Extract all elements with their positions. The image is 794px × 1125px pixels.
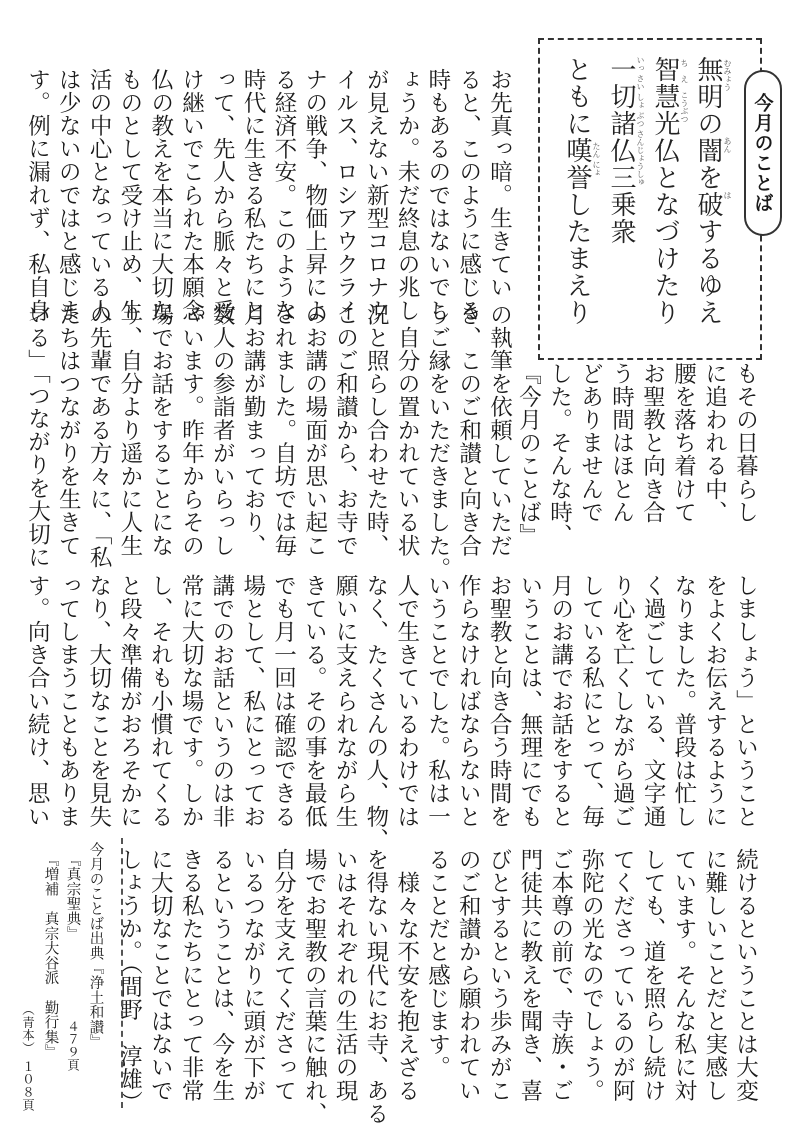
heading-badge bbox=[744, 70, 782, 236]
essay-line: うご縁をいただきました。 bbox=[424, 303, 451, 581]
source-title: 今月のことば出典『浄土和讃』 bbox=[87, 842, 104, 1050]
essay-line: 時代に生きる私たちにと bbox=[240, 68, 267, 323]
essay-line: いる」「つながりを大切に bbox=[24, 303, 51, 569]
verse-ruby: むみょう bbox=[723, 58, 732, 91]
essay-line: 況と照らし合わせた時、 bbox=[363, 303, 390, 558]
verse-line: 一切諸仏三乗衆 bbox=[606, 56, 636, 245]
essay-line: ゃいます。昨年からその bbox=[178, 303, 205, 558]
essay-line: 自分の置かれている状 bbox=[394, 303, 421, 558]
essay-line: を得ない現代にお寺、ある bbox=[362, 848, 389, 1125]
essay-line: 『今月のことば』 bbox=[515, 362, 542, 547]
essay-line: に難しいことだと実感し bbox=[701, 848, 728, 1103]
verse-ruby: たん にょ bbox=[592, 142, 601, 177]
essay-line: お先真っ暗。生きてい bbox=[486, 68, 513, 299]
essay-line: した。そんな時、 bbox=[546, 362, 573, 547]
essay-line: 活の中心となっている人 bbox=[86, 68, 113, 323]
essay-line: し、それも小慣れてくる bbox=[147, 574, 174, 829]
source-page-2: １０８頁 bbox=[20, 1060, 36, 1112]
essay-line: け継いでこられた本願念 bbox=[178, 68, 205, 323]
verse-line: ともに嘆誉したまえり bbox=[562, 56, 592, 326]
essay-line: す。向き合い続け、思い bbox=[24, 574, 51, 829]
essay-line: り心を亡くしながら過ご bbox=[609, 574, 636, 829]
essay-line: イルス、ロシアウクライ bbox=[332, 68, 359, 323]
essay-line: る経済不安。このような bbox=[270, 68, 297, 323]
essay-line: お聖教と向き合 bbox=[639, 362, 666, 524]
essay-line: たちはつながりを生きて bbox=[55, 303, 82, 558]
essay-line: のご和讃から願われてい bbox=[455, 848, 482, 1103]
essay-line: って、先人から脈々と受 bbox=[209, 68, 236, 323]
essay-line: 願いに支えられながら生 bbox=[332, 574, 359, 829]
heading-label: 今月のことば bbox=[751, 93, 774, 213]
essay-line: 様々な不安を抱えざる bbox=[393, 848, 420, 1103]
essay-line: をよくお伝えするように bbox=[701, 574, 728, 829]
essay-line: 仏の教えを本当に大切な bbox=[147, 68, 174, 323]
essay-line: ご本尊の前で、寺族・ご bbox=[547, 848, 574, 1103]
essay-line: 場でお話をすることにな bbox=[147, 303, 174, 558]
essay-line: と段々準備がおろそかに bbox=[116, 574, 143, 829]
essay-line: いうことは、無理にでも bbox=[516, 574, 543, 829]
essay-line: のお講の場面が思い起こ bbox=[301, 303, 328, 558]
essay-line: している私にとって、毎 bbox=[578, 574, 605, 829]
source-page: ４７９頁 bbox=[65, 1020, 81, 1072]
essay-line: いるつながりに頭が下が bbox=[239, 848, 266, 1103]
essay-line: 腰を落ち着けて bbox=[670, 362, 697, 524]
essay-line: が見えない新型コロナウ bbox=[363, 68, 390, 323]
essay-line: なく、たくさんの人、物、 bbox=[362, 574, 389, 852]
verse-ruby: あん bbox=[723, 137, 732, 153]
essay-line: ものとして受け止め、生 bbox=[116, 68, 143, 323]
essay-line: るということは、今を生 bbox=[208, 848, 235, 1103]
essay-line: く過ごしている、文字通 bbox=[640, 574, 667, 829]
essay-line: びとするという歩みがこ bbox=[486, 848, 513, 1103]
essay-line: 月のお講でお話をすると bbox=[547, 574, 574, 829]
essay-line: 月お講が勤まっており、 bbox=[240, 303, 267, 558]
source-ref-2: 『増補 真宗大谷派 勤行集』 bbox=[42, 852, 59, 1060]
source-note-label: （青本） bbox=[20, 1003, 36, 1055]
essay-line: でも月一回は確認できる bbox=[270, 574, 297, 829]
essay-line: されました。自坊では毎 bbox=[270, 303, 297, 558]
essay-line: の執筆を依頼していただ bbox=[486, 303, 513, 558]
verse-line: 無明の闇を破するゆえ bbox=[693, 56, 723, 326]
essay-line: なり、大切なことを見失 bbox=[85, 574, 112, 829]
essay-line: 門徒共に教えを聞き、喜 bbox=[516, 848, 543, 1103]
essay-line: ることだと感じます。 bbox=[424, 848, 451, 1079]
essay-line: なりました。普段は忙し bbox=[670, 574, 697, 829]
verse-line: 智慧光仏となづけたり bbox=[650, 56, 680, 326]
essay-line: もその日暮らし bbox=[732, 362, 759, 524]
essay-line: ています。そんな私に対 bbox=[670, 848, 697, 1103]
essay-line: 自分を支えてくださって bbox=[270, 848, 297, 1103]
verse-ruby: は bbox=[723, 191, 732, 199]
essay-line: の先輩である方々に、「私 bbox=[86, 303, 113, 569]
essay-line: す。例に漏れず、私自身 bbox=[24, 68, 51, 323]
source-divider bbox=[121, 838, 123, 1108]
essay-line: てくださっているのが阿 bbox=[609, 848, 636, 1103]
source-ref: 『真宗聖典』 bbox=[64, 852, 81, 941]
essay-line: う時間はほとん bbox=[608, 362, 635, 524]
essay-line: このご和讃から、お寺で bbox=[332, 303, 359, 558]
verse-ruby: ち え こうぶつ bbox=[680, 58, 689, 123]
essay-line: どありませんで bbox=[577, 362, 604, 524]
essay-line: ると、このように感じる bbox=[455, 68, 482, 323]
essay-line: 場として、私にとってお bbox=[239, 574, 266, 829]
essay-line: いうことでした。私は一 bbox=[424, 574, 451, 829]
essay-line: きている。その事を最低 bbox=[301, 574, 328, 829]
essay-line: に大切なことではないで bbox=[147, 848, 174, 1103]
essay-line: 場でお聖教の言葉に触れ、 bbox=[301, 848, 328, 1125]
essay-line: き、このご和讃と向き合 bbox=[455, 303, 482, 558]
essay-line: 人で生きているわけでは bbox=[393, 574, 420, 829]
essay-line: 常に大切な場です。しか bbox=[178, 574, 205, 829]
essay-line: しても、道を照らし続け bbox=[640, 848, 667, 1103]
essay-line: ょうか。未だ終息の兆し bbox=[394, 68, 421, 323]
essay-line: り、自分より遥かに人生 bbox=[116, 303, 143, 558]
essay-line: は少ないのではと感じま bbox=[55, 68, 82, 323]
verse-ruby: いっ さい しょ ぶつ さんじょうしゅ bbox=[636, 56, 645, 187]
essay-line: きる私たちにとって非常 bbox=[178, 848, 205, 1103]
essay-line: 作らなければならないと bbox=[455, 574, 482, 829]
essay-line: しょうか。（間野 淳雄） bbox=[116, 848, 143, 1114]
essay-line: 弥陀の光なのでしょう。 bbox=[578, 848, 605, 1103]
essay-line: お聖教と向き合う時間を bbox=[486, 574, 513, 829]
essay-line: 続けるということは大変 bbox=[732, 848, 759, 1103]
essay-line: 数人の参詣者がいらっし bbox=[209, 303, 236, 558]
essay-line: ってしまうこともありま bbox=[54, 574, 81, 829]
essay-line: しましょう」ということ bbox=[732, 574, 759, 829]
essay-line: 講でのお話というのは非 bbox=[208, 574, 235, 829]
essay-line: ナの戦争、物価上昇によ bbox=[301, 68, 328, 323]
essay-line: いはそれぞれの生活の現 bbox=[332, 848, 359, 1103]
essay-line: 時もあるのではないでし bbox=[424, 68, 451, 323]
essay-line: に追われる中、 bbox=[701, 362, 728, 524]
